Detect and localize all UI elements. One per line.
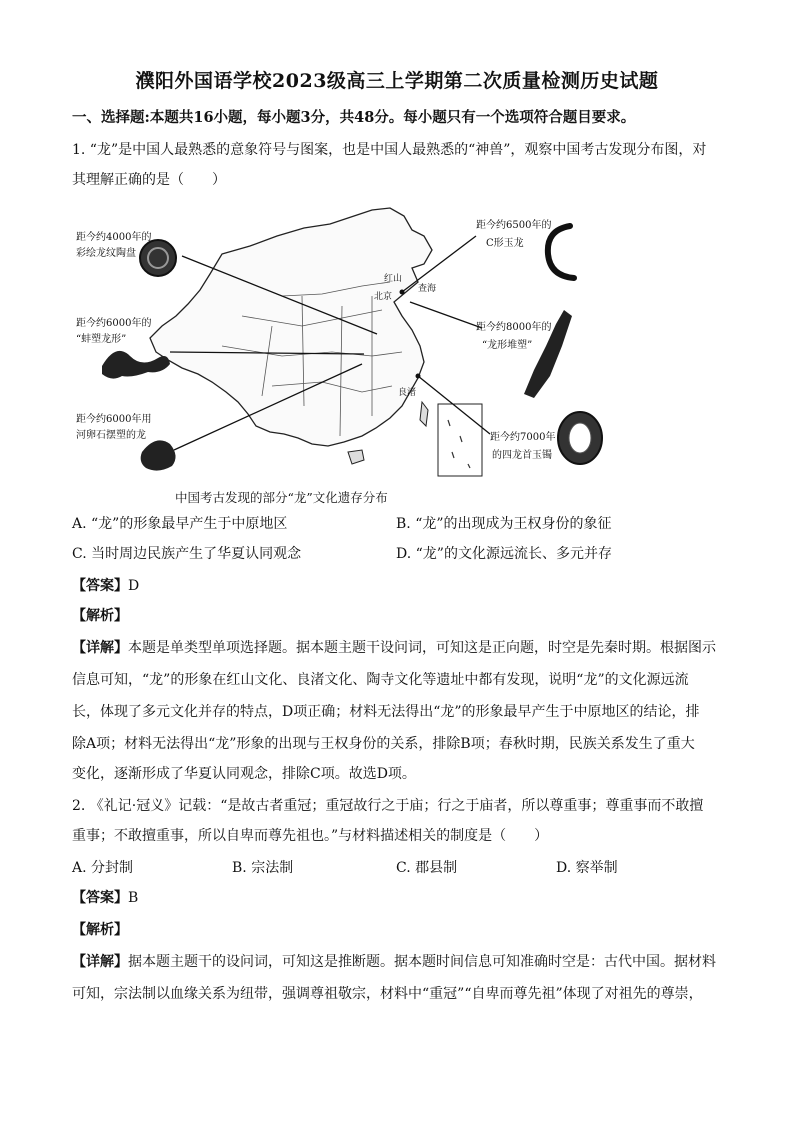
map-place-beijing: 北京 <box>374 292 393 302</box>
q1-option-c: C. 当时周边民族产生了华夏认同观念 <box>72 546 302 562</box>
q2-detail-text-1: 据本题主题干的设问词，可知这是推断题。据本题时间信息可知准确时空是：古代中国。据材料 <box>128 954 716 970</box>
section-heading: 一、选择题:本题共16小题，每小题3分，共48分。每小题只有一个选项符合题目要求。 <box>72 109 636 126</box>
south-sea-inset <box>438 404 482 476</box>
map-label-e-line-1: 距今约8000年的 <box>476 322 552 333</box>
map-label-f-line-2: 的四龙首玉镯 <box>492 450 552 461</box>
page-title: 濮阳外国语学校2023级高三上学期第二次质量检测历史试题 <box>135 70 659 92</box>
q1-detail-text-1: 本题是单类型单项选择题。据本题主题干设问词，可知这是正向题，时空是先秦时期。根据图示 <box>128 640 716 656</box>
map-label-d-line-2: C形玉龙 <box>486 238 524 249</box>
q1-analysis-row <box>72 606 732 626</box>
pointer-line-e <box>410 302 482 328</box>
q2-option-a: A. 分封制 <box>72 860 134 876</box>
q2-answer-row <box>72 888 732 908</box>
q1-detail-line-5: 变化，逐渐形成了华夏认同观念，排除C项。故选D项。 <box>72 766 416 782</box>
q2-detail-line-2: 可知，宗法制以血缘关系为纽带，强调尊祖敬宗，材料中“重冠”“自卑而尊先祖”体现了对祖先的尊崇， <box>72 986 703 1002</box>
map-label-a-line-1: 距今约4000年的 <box>76 232 152 243</box>
map-label-c-line-1: 距今约6000年用 <box>76 414 152 425</box>
q1-detail-line-2: 信息可知，“龙”的形象在红山文化、良渚文化、陶寺文化等遗址中都有发现，说明“龙”的文化源远流 <box>72 672 689 688</box>
map-place-hongshan: 红山 <box>384 274 403 284</box>
q1-answer-value: D <box>128 578 140 594</box>
map-label-d-line-1: 距今约6500年的 <box>476 220 552 231</box>
map-label-c-line-2: 河卵石摆塑的龙 <box>76 430 146 441</box>
q1-answer-tag: 【答案】 <box>72 578 128 594</box>
q1-detail-line-3: 长，体现了多元文化并存的特点，D项正确；材料无法得出“龙”的形象最早产生于中原地区的结论，排 <box>72 704 700 720</box>
site-marker-hongshan <box>400 290 405 295</box>
china-dragon-map-figure <box>72 206 612 488</box>
q2-option-c: C. 郡县制 <box>396 860 458 876</box>
c-shaped-jade-dragon-image <box>548 226 574 278</box>
q1-analysis-tag: 【解析】 <box>72 608 128 624</box>
bracelet-hole <box>569 423 591 453</box>
q1-option-a: A. “龙”的形象最早产生于中原地区 <box>72 516 288 532</box>
map-label-b-line-2: “蚌塑龙形” <box>76 334 127 345</box>
map-label-a-line-2: 彩绘龙纹陶盘 <box>76 248 136 259</box>
map-label-e-line-2: “龙形堆塑” <box>482 340 533 351</box>
map-label-b-line-1: 距今约6000年的 <box>76 318 152 329</box>
map-label-f-line-1: 距今约7000年 <box>490 432 556 443</box>
q2-analysis-row <box>72 920 732 940</box>
q1-detail-line-1 <box>72 638 732 658</box>
q1-stem-line-2: 其理解正确的是（ ） <box>72 172 226 188</box>
q1-detail-tag: 【详解】 <box>72 640 128 656</box>
map-place-liangzhu: 良渚 <box>398 388 417 398</box>
taiwan-island <box>420 402 428 426</box>
q2-stem-line-1: 2. 《礼记·冠义》记载：“是故古者重冠；重冠故行之于庙；行之于庙者，所以尊重事；尊重事而不敢擅 <box>72 798 704 814</box>
map-place-chahai: 查海 <box>418 284 437 294</box>
q1-option-b: B. “龙”的出现成为王权身份的象征 <box>396 516 612 532</box>
q1-answer-row <box>72 576 732 596</box>
painted-pottery-plate-image <box>140 240 176 276</box>
q1-stem-line-1: 1. “龙”是中国人最熟悉的意象符号与图案，也是中国人最熟悉的“神兽”，观察中国考古发现分布图，对 <box>72 142 707 158</box>
q2-detail-tag: 【详解】 <box>72 954 128 970</box>
q2-detail-line-1 <box>72 952 732 972</box>
q2-option-d: D. 察举制 <box>556 860 618 876</box>
q2-stem-line-2: 重事；不敢擅重事，所以自卑而尊先祖也。”与材料描述相关的制度是（ ） <box>72 828 549 844</box>
china-outline <box>150 208 432 446</box>
q2-analysis-tag: 【解析】 <box>72 922 128 938</box>
map-caption: 中国考古发现的部分“龙”文化遗存分布 <box>175 490 388 505</box>
hainan-island <box>348 450 364 464</box>
q1-detail-line-4: 除A项；材料无法得出“龙”形象的出现与王权身份的关系，排除B项；春秋时期，民族关系发生了重大 <box>72 736 695 752</box>
pebble-dragon-image <box>141 440 176 470</box>
q1-option-d: D. “龙”的文化源远流长、多元并存 <box>396 546 612 562</box>
site-marker-liangzhu <box>416 374 421 379</box>
q2-answer-value: B <box>128 890 139 906</box>
q2-answer-tag: 【答案】 <box>72 890 128 906</box>
q2-option-b: B. 宗法制 <box>232 860 294 876</box>
